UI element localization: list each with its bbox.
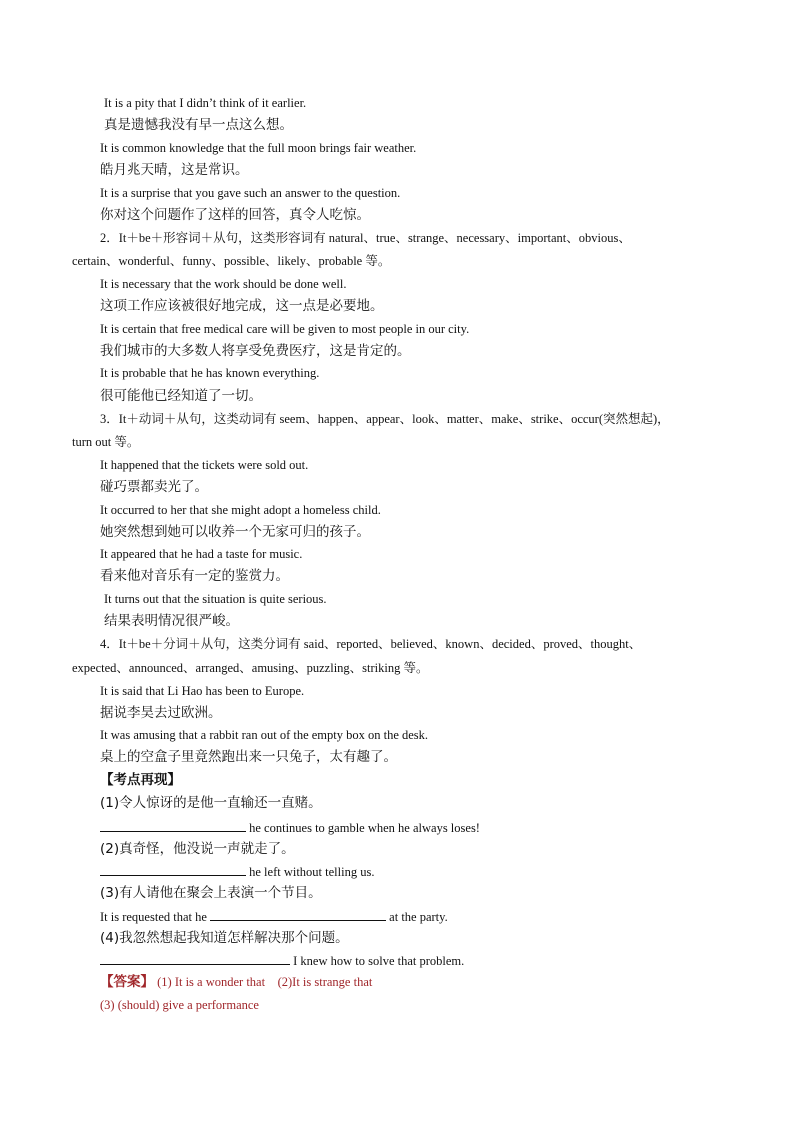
exercise-question-zh: (2)真奇怪，他没说一声就走了。 bbox=[100, 841, 295, 857]
exercise-question-en bbox=[100, 863, 374, 880]
exercise-question-zh: (4)我忽然想起我知道怎样解决那个问题。 bbox=[100, 930, 349, 946]
rule-heading: 2．It＋be＋形容词＋从句，这类形容词有 natural、true、strange、necessary、important、obvious、 bbox=[100, 231, 631, 245]
example-translation-zh: 桌上的空盒子里竟然跑出来一只兔子，太有趣了。 bbox=[100, 749, 397, 765]
example-sentence-en: It appeared that he had a taste for music. bbox=[100, 547, 303, 561]
example-translation-zh: 她突然想到她可以收养一个无家可归的孩子。 bbox=[100, 524, 370, 540]
example-translation-zh: 你对这个问题作了这样的回答，真令人吃惊。 bbox=[100, 207, 370, 223]
example-translation-zh: 真是遗憾我没有早一点这么想。 bbox=[104, 117, 293, 133]
rule-heading: 4．It＋be＋分词＋从句，这类分词有 said、reported、believed、known、decided、proved、thought、 bbox=[100, 637, 642, 651]
answer-label: 【答案】 bbox=[100, 974, 154, 990]
exercise-text: at the party. bbox=[386, 910, 448, 924]
example-translation-zh: 据说李昊去过欧洲。 bbox=[100, 705, 222, 721]
example-sentence-en: It turns out that the situation is quite serious. bbox=[104, 592, 327, 606]
exercise-question-zh: (3)有人请他在聚会上表演一个节目。 bbox=[100, 885, 322, 901]
rule-heading-continued: certain、wonderful、funny、possible、likely、probable 等。 bbox=[72, 254, 391, 268]
example-sentence-en: It is probable that he has known everything. bbox=[100, 366, 320, 380]
answer-blank[interactable] bbox=[210, 908, 386, 921]
exercise-question-en bbox=[100, 952, 464, 969]
rule-heading: 3．It＋动词＋从句，这类动词有 seem、happen、appear、look、matter、make、strike、occur(突然想起)， bbox=[100, 412, 670, 426]
example-sentence-en: It is common knowledge that the full moon brings fair weather. bbox=[100, 141, 417, 155]
rule-heading-continued: turn out 等。 bbox=[72, 435, 140, 449]
example-translation-zh: 皓月兆天晴，这是常识。 bbox=[100, 162, 249, 178]
example-translation-zh: 这项工作应该被很好地完成，这一点是必要地。 bbox=[100, 298, 384, 314]
exercise-question-en bbox=[100, 908, 448, 925]
answer-line: (3) (should) give a performance bbox=[100, 998, 259, 1012]
example-sentence-en: It is a pity that I didn’t think of it earlier. bbox=[104, 96, 307, 110]
example-sentence-en: It is said that Li Hao has been to Europe. bbox=[100, 684, 305, 698]
answer-blank[interactable] bbox=[100, 863, 246, 876]
exercise-question-en bbox=[100, 819, 480, 836]
example-sentence-en: It is a surprise that you gave such an answer to the question. bbox=[100, 186, 401, 200]
exercise-text: I knew how to solve that problem. bbox=[290, 954, 465, 968]
rule-heading-continued: expected、announced、arranged、amusing、puzzling、striking 等。 bbox=[72, 661, 429, 675]
example-translation-zh: 结果表明情况很严峻。 bbox=[104, 613, 239, 629]
answer-blank[interactable] bbox=[100, 819, 246, 832]
example-sentence-en: It was amusing that a rabbit ran out of the empty box on the desk. bbox=[100, 728, 429, 742]
example-sentence-en: It is necessary that the work should be done well. bbox=[100, 277, 347, 291]
answer-line bbox=[100, 974, 372, 990]
answer-text: (1) It is a wonder that (2)It is strange that bbox=[154, 975, 373, 989]
example-sentence-en: It happened that the tickets were sold out. bbox=[100, 458, 309, 472]
exercise-text: he left without telling us. bbox=[246, 865, 375, 879]
example-sentence-en: It is certain that free medical care will be given to most people in our city. bbox=[100, 322, 470, 336]
exercise-question-zh: (1)令人惊讶的是他一直输还一直赌。 bbox=[100, 795, 322, 811]
example-translation-zh: 我们城市的大多数人将享受免费医疗，这是肯定的。 bbox=[100, 343, 411, 359]
example-translation-zh: 很可能他已经知道了一切。 bbox=[100, 388, 262, 404]
exercise-text: he continues to gamble when he always loses! bbox=[246, 821, 480, 835]
example-translation-zh: 看来他对音乐有一定的鉴赏力。 bbox=[100, 568, 289, 584]
example-translation-zh: 碰巧票都卖光了。 bbox=[100, 479, 208, 495]
example-sentence-en: It occurred to her that she might adopt a homeless child. bbox=[100, 503, 381, 517]
exercise-heading: 【考点再现】 bbox=[100, 772, 181, 788]
answer-blank[interactable] bbox=[100, 952, 290, 965]
exercise-text: It is requested that he bbox=[100, 910, 211, 924]
